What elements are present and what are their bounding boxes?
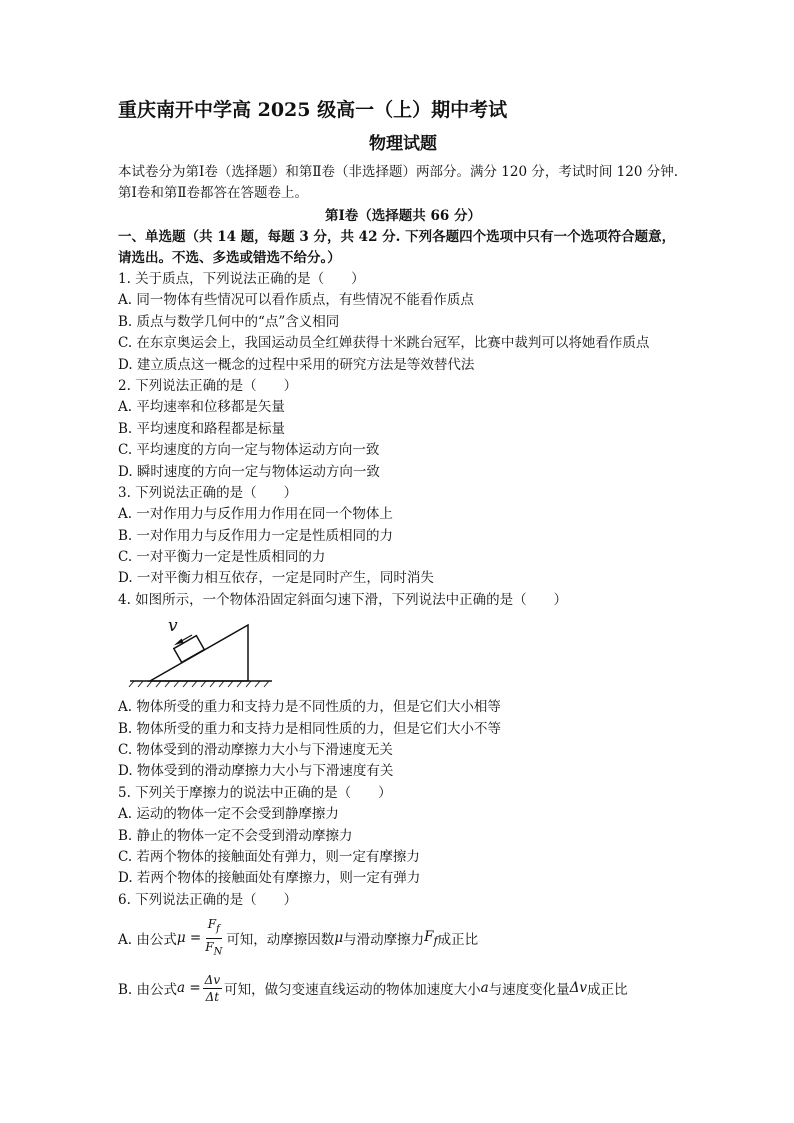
q6b-text3: 成正比 (587, 982, 628, 999)
q6a-numerator (206, 916, 222, 938)
q1-option-b: B. 质点与数学几何中的“点”含义相同 (118, 313, 340, 330)
q6a-text1: 可知，动摩擦因数 (226, 932, 335, 949)
q3-stem: 3. 下列说法正确的是（ ） (118, 484, 298, 501)
q3-option-b: B. 一对作用力与反作用力一定是性质相同的力 (118, 527, 394, 544)
q6a-prefix: A. 由公式 (118, 932, 177, 949)
q6b-prefix: B. 由公式 (118, 982, 178, 999)
q5-option-a: A. 运动的物体一定不会受到静摩擦力 (118, 806, 339, 823)
q6b-numerator: Δv (204, 972, 221, 987)
q6a-text3: 成正比 (437, 932, 479, 949)
q4-option-c: C. 物体受到的滑动摩擦力大小与下滑速度无关 (118, 742, 393, 759)
q6a-num-subscript: f (216, 923, 220, 935)
incline-figure (122, 617, 688, 689)
q6b-sym1: a (480, 980, 489, 997)
q1-option-a: A. 同一物体有些情况可以看作质点，有些情况不能看作质点 (118, 292, 474, 309)
q6a-num-symbol: F (207, 917, 217, 932)
q6b-text2: 与速度变化量 (488, 982, 570, 999)
exam-subtitle: 物理试题 (369, 134, 437, 154)
ground-hatching (129, 681, 269, 687)
q5-option-c: C. 若两个物体的接触面处有弹力，则一定有摩擦力 (118, 848, 420, 865)
q2-stem: 2. 下列说法正确的是（ ） (118, 377, 298, 394)
q6a-denominator (203, 939, 224, 960)
exam-content (118, 96, 688, 1011)
q2-option-b: B. 平均速度和路程都是标量 (118, 420, 286, 437)
q6b-text1: 可知，做匀变速直线运动的物体加速度大小 (224, 982, 481, 999)
q5-option-b: B. 静止的物体一定不会受到滑动摩擦力 (118, 827, 353, 844)
q4-option-b: B. 物体所受的重力和支持力是相同性质的力，但是它们大小不等 (118, 720, 502, 737)
sliding-block (174, 636, 205, 663)
q6-option-b (118, 965, 688, 1011)
q6-stem: 6. 下列说法正确的是（ ） (118, 891, 298, 908)
q6b-fraction (203, 972, 222, 1005)
q3-option-a: A. 一对作用力与反作用力作用在同一个物体上 (118, 506, 393, 523)
q1-option-c: C. 在东京奥运会上，我国运动员全红婵获得十米跳台冠军，比赛中裁判可以将她看作质点 (118, 335, 650, 352)
q6b-denominator: Δt (205, 989, 220, 1004)
q3-option-d: D. 一对平衡力相互依存，一定是同时产生，同时消失 (118, 570, 434, 587)
q6a-sym2-main: F (424, 928, 434, 945)
q6a-sym2 (424, 929, 438, 948)
q5-stem: 5. 下列关于摩擦力的说法中正确的是（ ） (118, 784, 392, 801)
q4-stem: 4. 如图所示，一个物体沿固定斜面匀速下滑，下列说法中正确的是（ ） (118, 591, 568, 608)
q6a-text2: 与滑动摩擦力 (343, 932, 425, 949)
q2-option-d: D. 瞬时速度的方向一定与物体运动方向一致 (118, 463, 380, 480)
part1-title: 第Ⅰ卷（选择题共 66 分） (324, 208, 481, 224)
incline-diagram (122, 617, 282, 689)
q4-option-d: D. 物体受到的滑动摩擦力大小与下滑速度有关 (118, 763, 394, 780)
q6a-sym2-subscript: f (433, 934, 438, 948)
exam-intro: 本试卷分为第Ⅰ卷（选择题）和第Ⅱ卷（非选择题）两部分。满分 120 分，考试时间 120 分钟. 第Ⅰ卷和第Ⅱ卷都答在答题卷上。 (118, 164, 678, 201)
q6a-den-subscript: N (213, 946, 223, 958)
q6b-lhs: a = (177, 980, 201, 997)
q6b-sym2: Δv (569, 980, 588, 997)
q6-option-a (118, 915, 688, 961)
q5-option-d: D. 若两个物体的接触面处有摩擦力，则一定有弹力 (118, 870, 421, 887)
q1-stem: 1. 关于质点，下列说法正确的是（ ） (118, 271, 365, 287)
q6a-den-symbol: F (205, 939, 214, 954)
q4-option-a: A. 物体所受的重力和支持力是不同性质的力，但是它们大小相等 (118, 699, 501, 716)
section-heading: 一、单选题（共 14 题，每题 3 分，共 42 分. 下列各题四个选项中只有一个选项符合题意，请选出。不选、多选或错选不给分。） (118, 229, 676, 266)
q2-option-a: A. 平均速率和位移都是矢量 (118, 399, 285, 416)
q3-option-c: C. 一对平衡力一定是性质相同的力 (118, 549, 326, 566)
q1-option-d: D. 建立质点这一概念的过程中采用的研究方法是等效替代法 (118, 356, 475, 373)
q6a-sym1: μ (334, 930, 344, 947)
q6a-lhs: μ = (176, 930, 202, 947)
q6a-fraction (203, 916, 224, 960)
q2-option-c: C. 平均速度的方向一定与物体运动方向一致 (118, 442, 380, 459)
exam-title: 重庆南开中学高 2025 级高一（上）期中考试 (118, 99, 508, 121)
velocity-label: v (168, 617, 178, 637)
